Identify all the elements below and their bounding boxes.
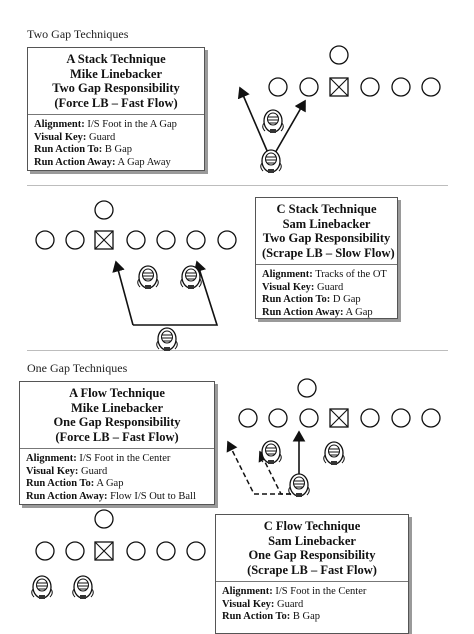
section-title-two-gap: Two Gap Techniques [27, 27, 129, 41]
card-row: Alignment: Tracks of the OT [262, 269, 387, 280]
card-row: Run Action To: D Gap [262, 294, 361, 305]
card-row: Alignment: I/S Foot in the Center [222, 586, 367, 597]
card-heading [28, 48, 204, 115]
card-row: Run Action To: A Gap [26, 478, 124, 489]
card-role: (Scrape LB – Fast Flow) [247, 562, 377, 577]
card-row: Run Action Away: A Gap Away [34, 156, 171, 168]
lineman-circle [269, 78, 287, 96]
card-body [216, 582, 408, 628]
card-c-stack [255, 197, 398, 319]
card-a-flow [19, 381, 215, 505]
lineman-circle [361, 78, 379, 96]
card-role: (Force LB – Fast Flow) [55, 429, 179, 444]
card-row: Run Action To: B Gap [222, 611, 321, 622]
lineman-circle [300, 78, 318, 96]
a-stack-diagram [240, 46, 440, 173]
card-title: A Flow Technique [69, 386, 165, 400]
card-body [20, 449, 214, 507]
card-position: Sam Linebacker [282, 216, 371, 231]
card-title: C Flow Technique [263, 519, 361, 533]
lineman-circle [392, 78, 410, 96]
card-title: C Stack Technique [276, 202, 377, 216]
card-row: Visual Key: Guard [34, 131, 116, 143]
card-position: Sam Linebacker [268, 533, 356, 548]
card-c-flow [215, 514, 409, 634]
card-role: (Force LB – Fast Flow) [54, 95, 178, 110]
card-row: Alignment: I/S Foot in the Center [26, 453, 171, 464]
card-role: (Scrape LB – Slow Flow) [262, 245, 395, 260]
lineman-circle [422, 78, 440, 96]
card-title: A Stack Technique [66, 52, 166, 66]
card-row: Visual Key: Guard [26, 465, 108, 477]
card-row: Alignment: I/S Foot in the A Gap [34, 119, 177, 130]
card-row: Run Action Away: Flow I/S Out to Ball [26, 490, 196, 502]
defender-circle [330, 46, 348, 64]
card-responsibility: One Gap Responsibility [248, 548, 376, 562]
card-heading [20, 382, 214, 449]
card-body [28, 115, 204, 173]
card-heading [216, 515, 408, 582]
card-row: Visual Key: Guard [262, 281, 344, 293]
card-position: Mike Linebacker [70, 400, 163, 415]
card-position: Mike Linebacker [69, 66, 162, 81]
card-heading [256, 198, 397, 265]
card-body [256, 265, 397, 323]
card-a-stack [27, 47, 205, 171]
card-row: Run Action Away: A Gap [262, 306, 373, 318]
section-title-one-gap: One Gap Techniques [27, 361, 128, 375]
card-responsibility: Two Gap Responsibility [52, 81, 180, 95]
a-flow-diagram [228, 379, 440, 497]
card-responsibility: Two Gap Responsibility [262, 231, 391, 245]
card-responsibility: One Gap Responsibility [53, 415, 181, 429]
card-row: Visual Key: Guard [222, 598, 304, 610]
card-row: Run Action To: B Gap [34, 144, 133, 155]
c-flow-diagram [32, 510, 205, 599]
c-stack-diagram [36, 201, 236, 351]
